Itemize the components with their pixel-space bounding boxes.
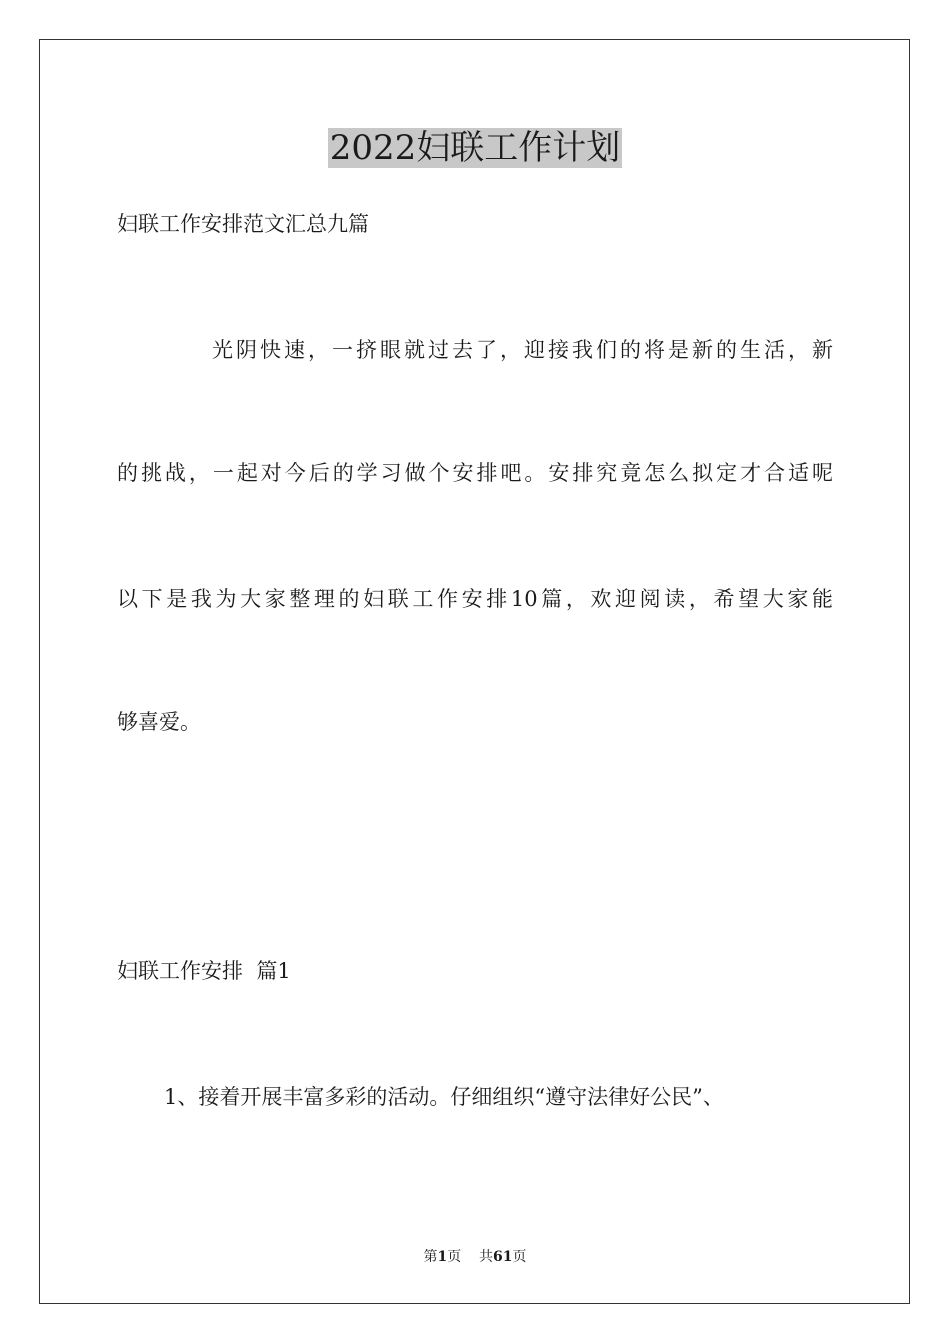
- section-paragraph-line: 1、接着开展丰富多彩的活动。仔细组织“遵守法律好公民”、: [164, 1085, 724, 1109]
- document-title: [0, 124, 950, 172]
- section-heading: 妇联工作安排 篇1: [117, 959, 291, 983]
- footer-total-pages: 61: [493, 1249, 513, 1265]
- document-subtitle: 妇联工作安排范文汇总九篇: [117, 212, 369, 236]
- intro-line-3: 以下是我为大家整理的妇联工作安排10篇，欢迎阅读，希望大家能: [117, 587, 833, 611]
- footer-page-suffix: 页: [447, 1249, 462, 1265]
- footer-page-number: 1: [437, 1249, 448, 1265]
- intro-line-2: 的挑战，一起对今后的学习做个安排吧。安排究竟怎么拟定才合适呢: [117, 461, 833, 485]
- intro-line-1: 光阴快速，一挤眼就过去了，迎接我们的将是新的生活，新: [212, 338, 833, 362]
- document-title-text: 2022妇联工作计划: [329, 128, 621, 168]
- page-footer: [0, 1247, 950, 1267]
- footer-page-prefix: 第: [423, 1249, 438, 1265]
- footer-total-prefix: 共: [479, 1249, 494, 1265]
- footer-total-suffix: 页: [512, 1249, 527, 1265]
- intro-line-4: 够喜爱。: [117, 710, 201, 734]
